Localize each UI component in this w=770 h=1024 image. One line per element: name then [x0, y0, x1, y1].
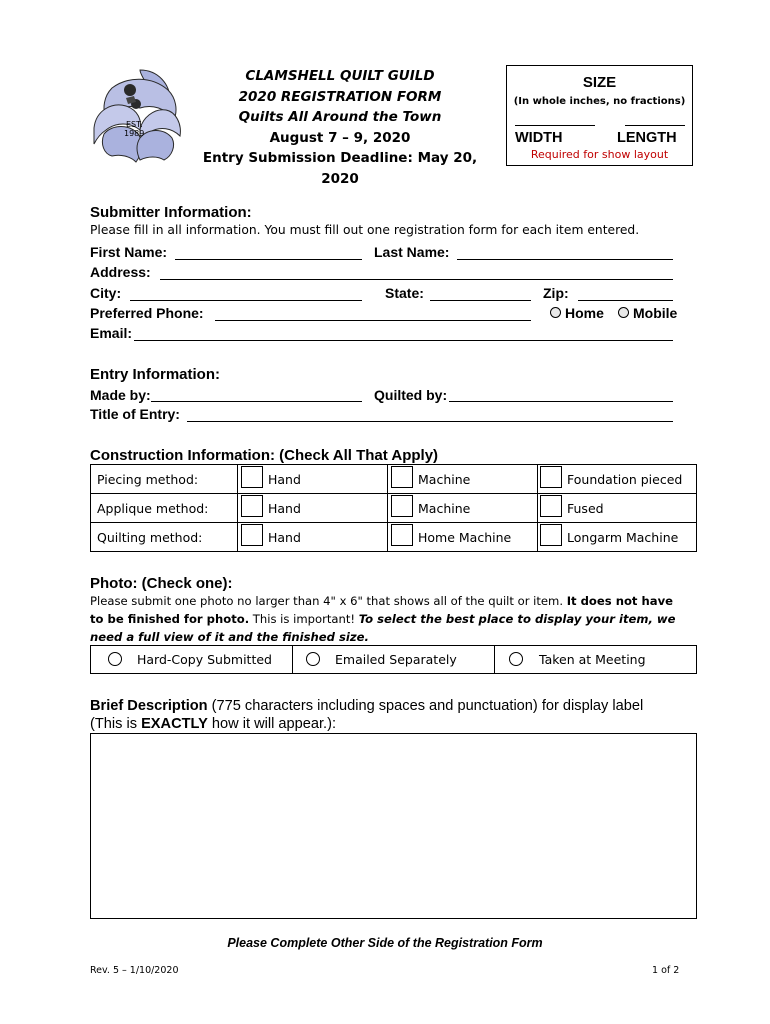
quilted-by-field[interactable] — [449, 401, 673, 402]
option-label: Hand — [268, 530, 301, 545]
quilting-hand-checkbox[interactable] — [241, 524, 263, 546]
address-label: Address: — [90, 264, 151, 280]
description-title-rest: (775 characters including spaces and punctuation) for display label — [207, 698, 644, 714]
width-input-line[interactable] — [515, 125, 595, 126]
width-label: WIDTH — [515, 130, 563, 146]
photo-option-hardcopy-cell[interactable] — [90, 645, 293, 674]
description-heading — [90, 697, 643, 733]
emailed-label: Emailed Separately — [335, 652, 457, 667]
hardcopy-radio[interactable] — [108, 652, 122, 666]
option-label: Machine — [418, 472, 471, 487]
zip-field[interactable] — [578, 300, 673, 301]
home-phone-radio[interactable] — [550, 307, 561, 318]
form-header — [190, 66, 490, 189]
other-side-note: Please Complete Other Side of the Registration Form — [227, 936, 543, 950]
clamshell-logo-icon — [90, 68, 182, 168]
photo-option-emailed-cell[interactable] — [292, 645, 495, 674]
home-label: Home — [565, 305, 604, 321]
piecing-machine-checkbox[interactable] — [391, 466, 413, 488]
page-number: 1 of 2 — [652, 965, 680, 976]
size-note: Required for show layout — [530, 148, 669, 161]
form-title: 2020 REGISTRATION FORM — [238, 88, 442, 105]
last-name-field[interactable] — [457, 259, 673, 260]
city-field[interactable] — [130, 300, 362, 301]
length-input-line[interactable] — [625, 125, 685, 126]
title-of-entry-field[interactable] — [187, 421, 673, 422]
submitter-heading: Submitter Information: — [90, 204, 252, 221]
photo-text-2: It does not have to be finished for photo. — [90, 594, 673, 626]
submission-deadline: Entry Submission Deadline: May 20, 2020 — [202, 150, 478, 187]
emailed-radio[interactable] — [306, 652, 320, 666]
title-of-entry-label: Title of Entry: — [90, 406, 180, 422]
logo-est: EST. — [126, 120, 143, 129]
logo-year: 1989 — [124, 129, 145, 138]
piecing-label: Piecing method: — [97, 472, 199, 487]
piecing-label-cell — [90, 464, 238, 494]
applique-label-cell — [90, 493, 238, 523]
address-field[interactable] — [160, 279, 673, 280]
piecing-foundation-checkbox[interactable] — [540, 466, 562, 488]
submitter-instructions: Please fill in all information. You must fill out one registration form for each item entered. — [90, 223, 640, 237]
description-note-b: EXACTLY — [141, 716, 208, 732]
show-dates: August 7 – 9, 2020 — [269, 129, 411, 146]
option-label: Hand — [268, 501, 301, 516]
made-by-field[interactable] — [151, 401, 362, 402]
quilted-by-label: Quilted by: — [374, 387, 448, 403]
applique-fused-checkbox[interactable] — [540, 495, 562, 517]
applique-hand-checkbox[interactable] — [241, 495, 263, 517]
photo-text-3: This is important! — [249, 612, 359, 626]
made-by-label: Made by: — [90, 387, 151, 403]
guild-logo — [90, 68, 182, 168]
quilting-longarm-checkbox[interactable] — [540, 524, 562, 546]
revision-label: Rev. 5 – 1/10/2020 — [90, 965, 179, 976]
state-field[interactable] — [430, 300, 531, 301]
option-label: Hand — [268, 472, 301, 487]
mobile-label: Mobile — [633, 305, 678, 321]
length-label: LENGTH — [617, 130, 677, 146]
applique-label: Applique method: — [97, 501, 209, 516]
photo-instructions — [90, 592, 690, 646]
size-title: SIZE — [582, 74, 617, 91]
quilting-label: Quilting method: — [97, 530, 203, 545]
phone-label: Preferred Phone: — [90, 305, 204, 321]
description-note-a: (This is — [90, 716, 142, 732]
quilting-label-cell — [90, 522, 238, 552]
zip-label: Zip: — [543, 285, 569, 301]
applique-machine-checkbox[interactable] — [391, 495, 413, 517]
entry-heading: Entry Information: — [90, 366, 220, 383]
size-box — [506, 65, 693, 166]
meeting-radio[interactable] — [509, 652, 523, 666]
photo-option-meeting-cell[interactable] — [494, 645, 697, 674]
photo-text-1: Please submit one photo no larger than 4" x 6" that shows all of the quilt or item. — [90, 594, 567, 608]
email-field[interactable] — [134, 340, 673, 341]
city-label: City: — [90, 285, 122, 301]
meeting-label: Taken at Meeting — [539, 652, 646, 667]
last-name-label: Last Name: — [374, 244, 450, 260]
option-label: Home Machine — [418, 530, 512, 545]
construction-heading: Construction Information: (Check All That Apply) — [90, 447, 439, 464]
show-theme: Quilts All Around the Town — [238, 109, 442, 125]
description-note-c: how it will appear.): — [207, 716, 337, 732]
piecing-hand-checkbox[interactable] — [241, 466, 263, 488]
first-name-field[interactable] — [175, 259, 362, 260]
mobile-phone-radio[interactable] — [618, 307, 629, 318]
photo-text-4: To select the best place to display your item, we need a full view of it and the finished size. — [90, 612, 676, 644]
guild-name: CLAMSHELL QUILT GUILD — [245, 68, 435, 84]
hardcopy-label: Hard-Copy Submitted — [137, 652, 272, 667]
size-subtitle: (In whole inches, no fractions) — [513, 96, 686, 107]
first-name-label: First Name: — [90, 244, 168, 260]
option-label: Foundation pieced — [567, 472, 683, 487]
description-title: Brief Description — [90, 698, 208, 714]
description-textarea[interactable] — [90, 733, 697, 919]
photo-heading: Photo: (Check one): — [90, 575, 233, 592]
state-label: State: — [385, 285, 424, 301]
quilting-home-machine-checkbox[interactable] — [391, 524, 413, 546]
option-label: Machine — [418, 501, 471, 516]
phone-field[interactable] — [215, 320, 531, 321]
email-label: Email: — [90, 325, 133, 341]
option-label: Fused — [567, 501, 604, 516]
option-label: Longarm Machine — [567, 530, 679, 545]
